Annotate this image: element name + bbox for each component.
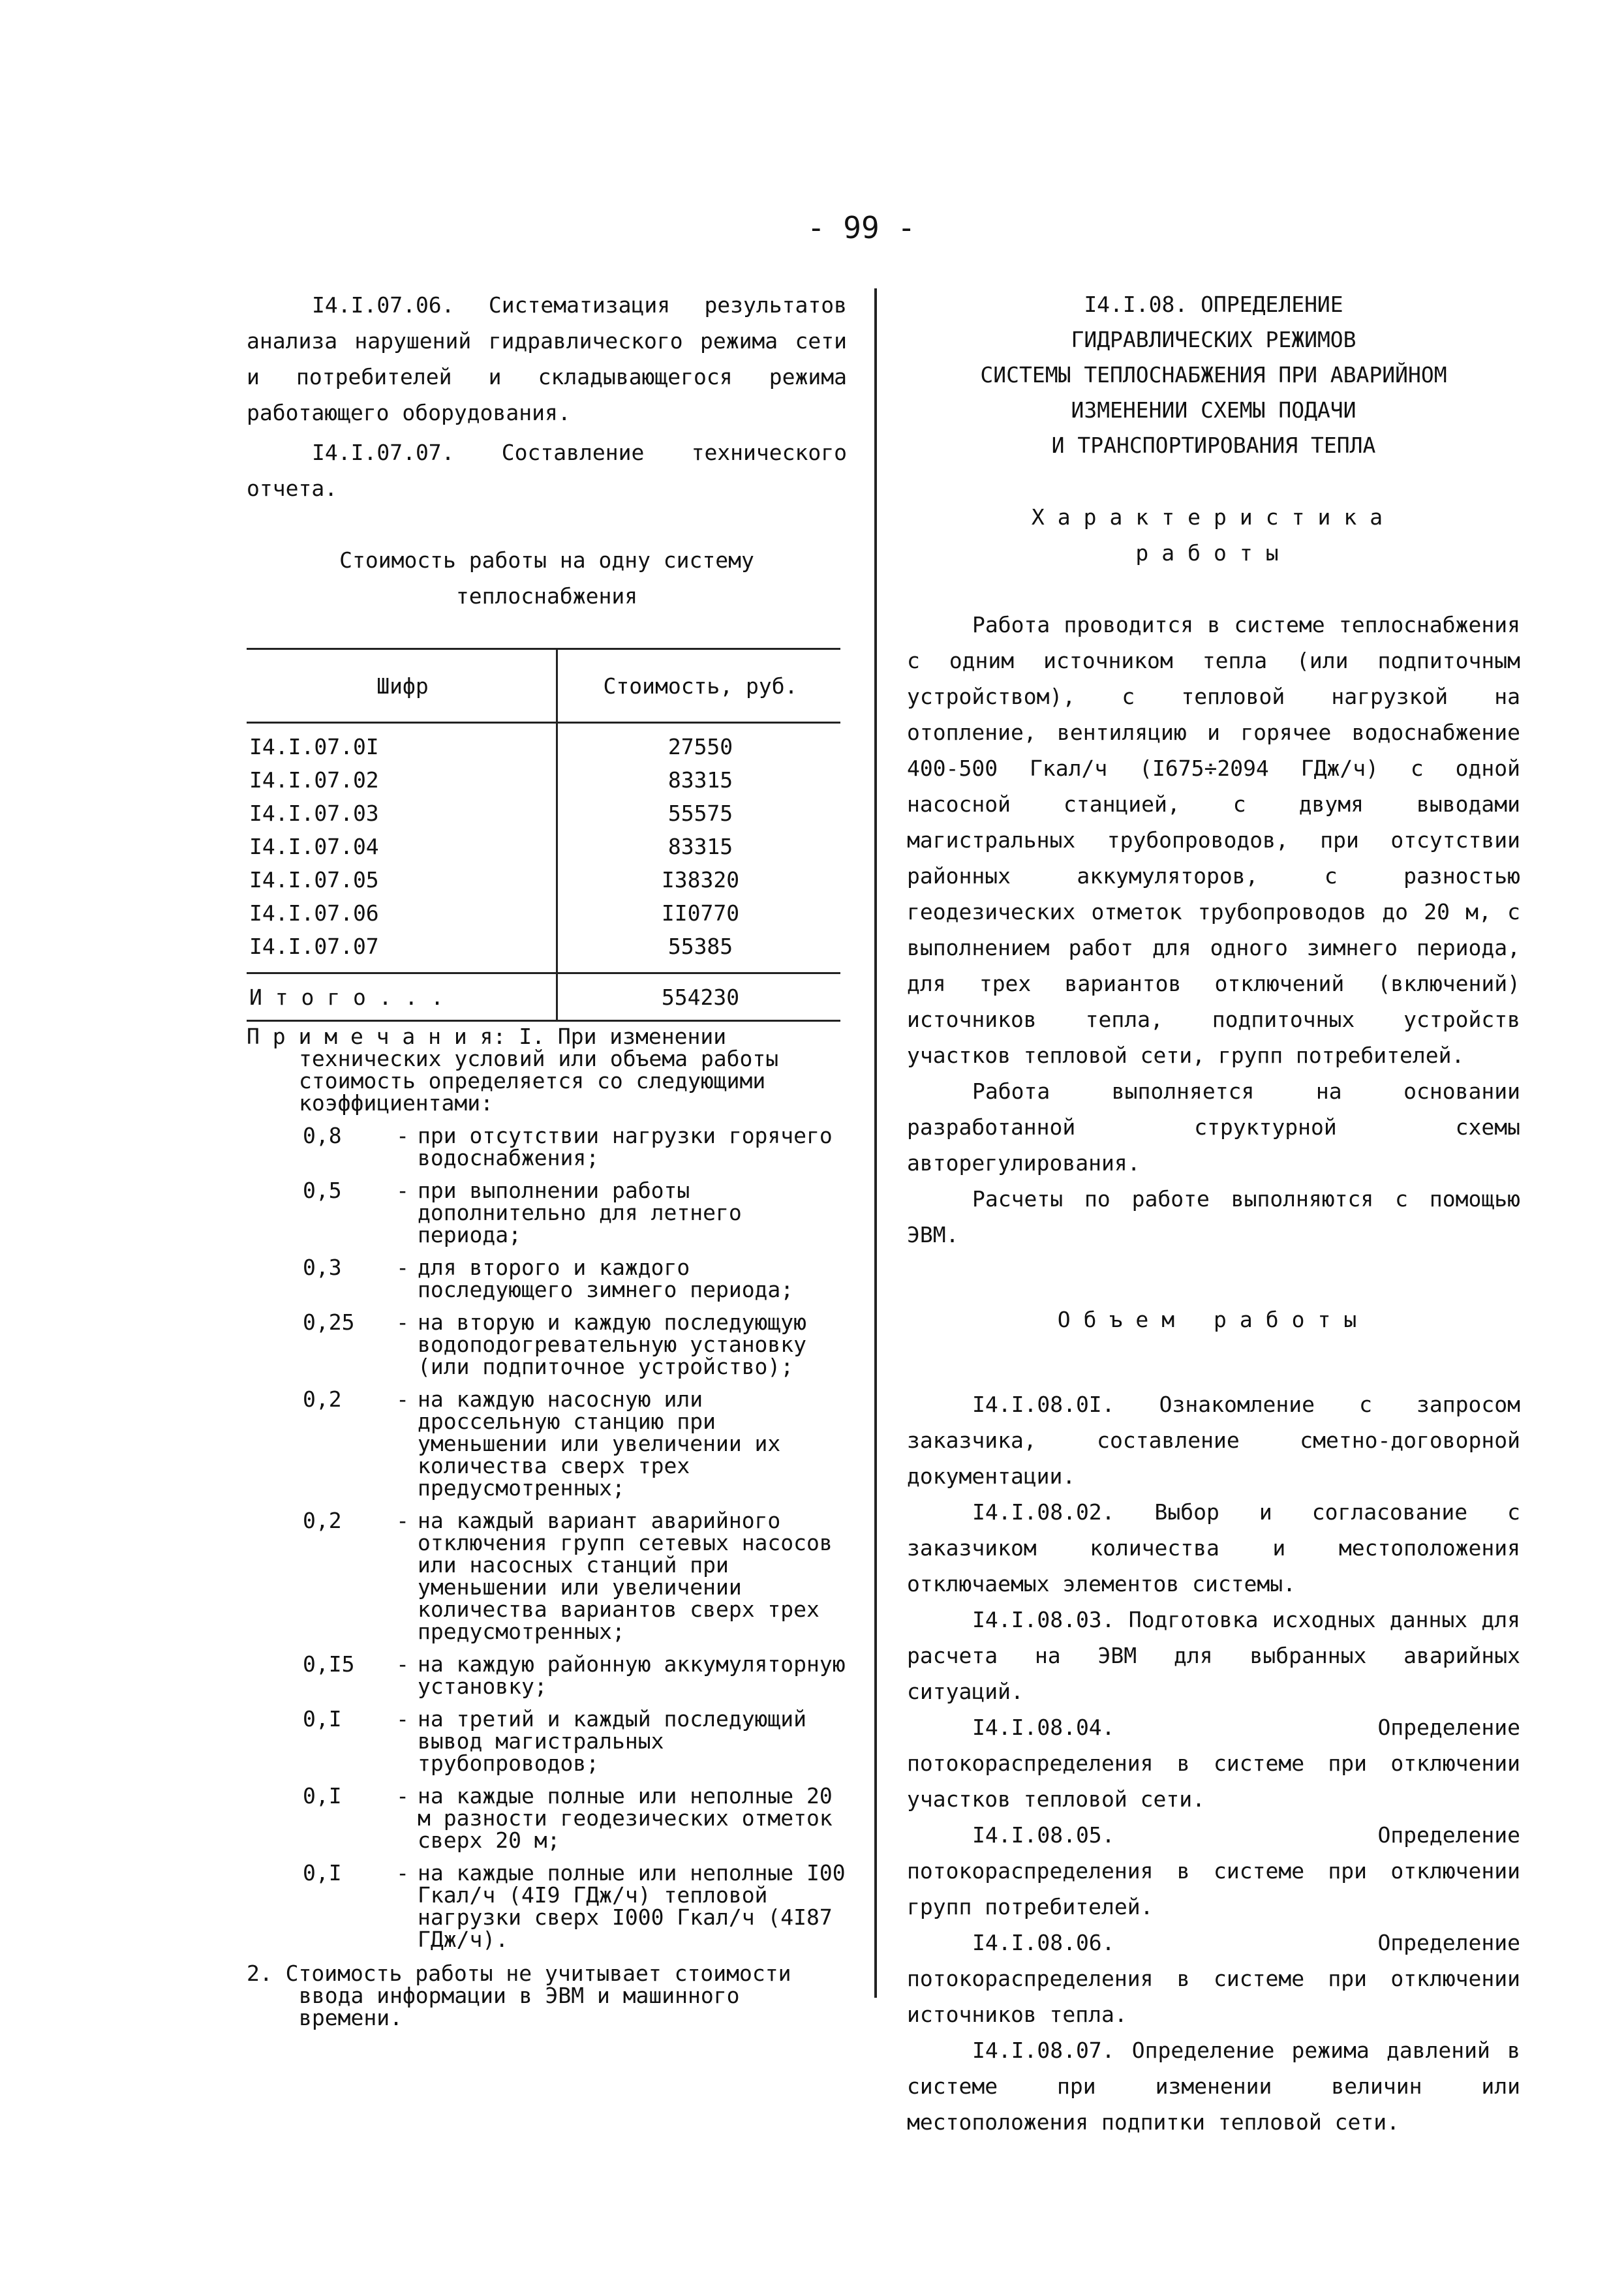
coefficient-text: при отсутствии нагрузки горячего водоснабжения;	[418, 1123, 833, 1170]
notes-label: П р и м е ч а н и я:	[247, 1024, 506, 1049]
table-total-row	[247, 973, 840, 1021]
characteristic-title-line-2: работы	[1135, 540, 1292, 566]
coefficient-text: на каждую районную аккумуляторную установку;	[418, 1651, 846, 1699]
row-code: I4.I.07.05	[249, 867, 379, 893]
row-cost: 83315	[557, 763, 841, 797]
left-column	[247, 287, 847, 2029]
characteristic-paragraph-1: Работа проводится в системе теплоснабжения с одним источником тепла (или подпиточным устройством), с тепловой нагрузкой на отопление, вентиляцию и горячее водоснабжение 400-500 Гкал/ч (I675÷2094 ГДж/ч) с одной насосной станцией, с двумя выводами магистральных трубопроводов, при отсутствии районных аккумуляторов, с разностью геодезических отметок трубопроводов до 20 м, с выполнением работ для одного зимнего периода, для трех вариантов отключений (включений) источников тепла, подпиточных устройств участков тепловой сети, групп потребителей.	[907, 612, 1520, 1068]
coefficient-item	[247, 1180, 847, 1246]
coefficient-value: 0,2	[303, 1508, 342, 1533]
section-heading-line-4: ИЗМЕНЕНИИ СХЕМЫ ПОДАЧИ	[1071, 397, 1356, 423]
scope-item-14-1-08-01: I4.I.08.0I. Ознакомление с запросом заказчика, составление сметно-договорной документации.	[907, 1392, 1520, 1489]
scope-item-14-1-08-07: I4.I.08.07. Определение режима давлений в системе при изменении величин или местоположения подпитки тепловой сети.	[907, 2038, 1520, 2135]
coefficient-text: на каждые полные или неполные I00 Гкал/ч (4I9 ГДж/ч) тепловой нагрузки сверх I000 Гкал/ч (4I87 ГДж/ч).	[418, 1860, 846, 1952]
section-heading-line-3: СИСТЕМЫ ТЕПЛОСНАБЖЕНИЯ ПРИ АВАРИЙНОМ	[980, 362, 1447, 388]
coefficient-text: на каждую насосную или дроссельную станцию при уменьшении или увеличении их количества сверх трех предусмотренных;	[418, 1386, 781, 1501]
row-code: I4.I.07.04	[249, 834, 379, 859]
table-row	[247, 930, 840, 973]
dash: -	[396, 1178, 409, 1203]
coefficient-value: 0,2	[303, 1386, 342, 1412]
coefficient-item	[247, 1862, 847, 1951]
table-row	[247, 723, 840, 764]
dash: -	[396, 1783, 409, 1809]
coefficient-text: на каждый вариант аварийного отключения групп сетевых насосов или насосных станций при уменьшении или увеличении количества вариантов сверх трех предусмотренных;	[418, 1508, 833, 1644]
coefficient-item	[247, 1510, 847, 1643]
notes-text: I. При изменении технических условий или объема работы стоимость определяется со следующими коэффициентами:	[299, 1024, 779, 1116]
coefficient-item	[247, 1388, 847, 1499]
table-row	[247, 863, 840, 896]
cost-table	[247, 648, 840, 1022]
coefficient-value: 0,I	[303, 1706, 342, 1732]
section-heading-line-2: ГИДРАВЛИЧЕСКИХ РЕЖИМОВ	[1071, 327, 1356, 352]
row-code: I4.I.07.0I	[249, 734, 379, 759]
table-row	[247, 797, 840, 830]
coefficient-item	[247, 1257, 847, 1301]
notes-block	[247, 1026, 847, 2029]
coefficient-text: на вторую и каждую последующую водоподогревательную установку (или подпиточное устройство);	[418, 1309, 807, 1379]
table-caption: Стоимость работы на одну систему теплоснабжения	[339, 547, 754, 609]
row-code: I4.I.07.03	[249, 801, 379, 826]
coefficient-text: на каждые полные или неполные 20 м разности геодезических отметок сверх 20 м;	[418, 1783, 833, 1853]
row-cost: 55575	[557, 797, 841, 830]
coefficient-item	[247, 1653, 847, 1698]
header-code: Шифр	[247, 649, 557, 723]
scope-item-14-1-08-05: I4.I.08.05. Определение потокораспределения в системе при отключении групп потребителей.	[907, 1822, 1520, 1919]
characteristic-title-line-1: Характеристика	[1031, 504, 1396, 530]
table-row	[247, 763, 840, 797]
coefficient-item	[247, 1708, 847, 1775]
dash: -	[396, 1706, 409, 1732]
coefficient-value: 0,5	[303, 1178, 342, 1203]
table-row	[247, 896, 840, 930]
characteristic-paragraph-2: Работа выполняется на основании разработанной структурной схемы авторегулирования.	[907, 1078, 1520, 1176]
coefficient-item	[247, 1311, 847, 1378]
coefficient-value: 0,3	[303, 1255, 342, 1280]
dash: -	[396, 1255, 409, 1280]
dash: -	[396, 1508, 409, 1533]
coefficient-value: 0,I	[303, 1860, 342, 1886]
total-value: 554230	[557, 973, 841, 1021]
scope-item-14-1-08-04: I4.I.08.04. Определение потокораспределения в системе при отключении участков тепловой сети.	[907, 1715, 1520, 1812]
page-number: - 99 -	[806, 210, 916, 245]
paragraph-14-1-07-06: I4.I.07.06. Систематизация результатов анализа нарушений гидравлического режима сети и потребителей и складывающегося режима работающего оборудования.	[247, 292, 847, 425]
row-cost: 83315	[557, 830, 841, 863]
row-cost: 27550	[557, 723, 841, 764]
right-column	[907, 287, 1520, 2140]
table-row	[247, 830, 840, 863]
section-heading-line-1: I4.I.08. ОПРЕДЕЛЕНИЕ	[1084, 292, 1343, 317]
dash: -	[396, 1386, 409, 1412]
row-code: I4.I.07.02	[249, 767, 379, 793]
scope-item-14-1-08-02: I4.I.08.02. Выбор и согласование с заказчиком количества и местоположения отключаемых элементов системы.	[907, 1499, 1520, 1597]
dash: -	[396, 1651, 409, 1677]
dash: -	[396, 1860, 409, 1886]
row-cost: II0770	[557, 896, 841, 930]
scope-item-14-1-08-06: I4.I.08.06. Определение потокораспределения в системе при отключении источников тепла.	[907, 1930, 1520, 2027]
header-cost: Стоимость, руб.	[557, 649, 841, 723]
coefficient-text: на третий и каждый последующий вывод магистральных трубопроводов;	[418, 1706, 807, 1776]
row-cost: 55385	[557, 930, 841, 973]
coefficient-value: 0,I	[303, 1783, 342, 1809]
row-code: I4.I.07.07	[249, 934, 379, 959]
total-label: И т о г о . . .	[247, 973, 557, 1021]
table-header-row	[247, 649, 840, 723]
note-2: 2. Стоимость работы не учитывает стоимости ввода информации в ЭВМ и машинного времени.	[247, 1961, 791, 2030]
scope-title: Объем работы	[1057, 1307, 1370, 1332]
row-code: I4.I.07.06	[249, 900, 379, 926]
column-divider	[874, 288, 877, 1998]
coefficient-value: 0,I5	[303, 1651, 355, 1677]
notes-heading	[247, 1026, 847, 1114]
dash: -	[396, 1309, 409, 1335]
scope-item-14-1-08-03: I4.I.08.03. Подготовка исходных данных для расчета на ЭВМ для выбранных аварийных ситуаций.	[907, 1607, 1520, 1704]
coefficient-value: 0,25	[303, 1309, 355, 1335]
dash: -	[396, 1123, 409, 1148]
coefficient-item	[247, 1785, 847, 1852]
row-cost: I38320	[557, 863, 841, 896]
paragraph-14-1-07-07: I4.I.07.07. Составление технического отчета.	[247, 440, 847, 501]
coefficient-value: 0,8	[303, 1123, 342, 1148]
coefficient-text: при выполнении работы дополнительно для летнего периода;	[418, 1178, 742, 1247]
coefficient-text: для второго и каждого последующего зимнего периода;	[418, 1255, 794, 1302]
characteristic-paragraph-3: Расчеты по работе выполняются с помощью ЭВМ.	[907, 1186, 1520, 1247]
coefficient-item	[247, 1125, 847, 1169]
section-heading-line-5: И ТРАНСПОРТИРОВАНИЯ ТЕПЛА	[1051, 433, 1376, 458]
